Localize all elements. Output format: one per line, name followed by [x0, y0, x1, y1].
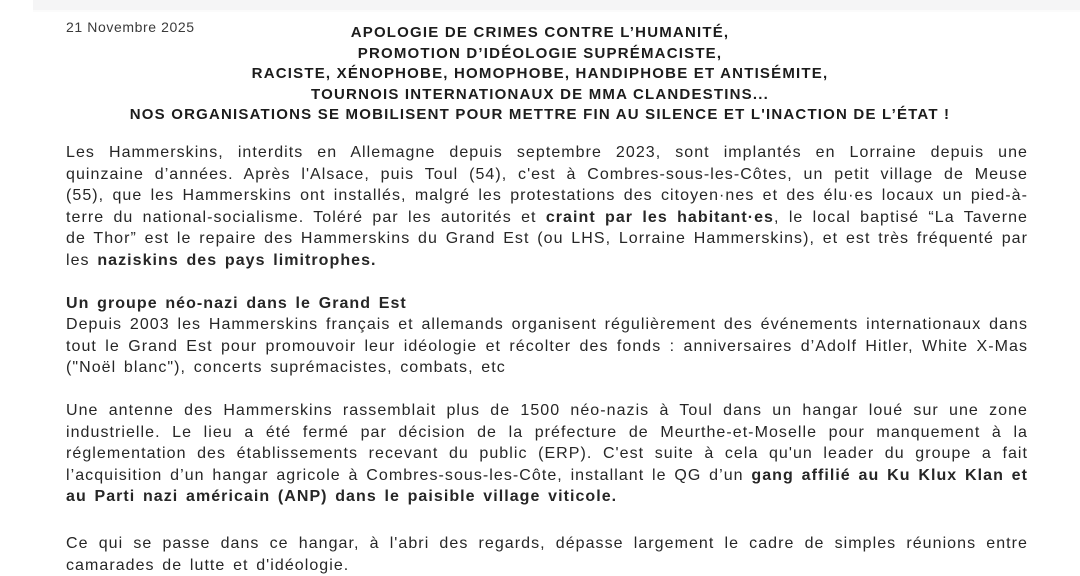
paragraph-intro-text: Les Hammerskins, interdits en Allemagne depuis septembre 2023, sont implantés en Lorraine depuis une quinzaine d’années. Après l'Alsace, puis Toul (54), c'est à Combres-sous-les-Côtes, un petit village de Meuse (55), que les Hammerskins ont installés, malgré les protestations des citoyen·nes et des élu·es locaux un pied-à-terre du national-socialisme. Toléré par les autorités et — [66, 144, 1028, 226]
paragraph-intro-bold-2: naziskins des pays limitrophes. — [97, 251, 377, 269]
paragraph-partial-clipped: Ce qui se passe dans ce hangar, à l'abri des regards, dépasse largement le cadre de simples réunions entre camarades de lutte et d'idéologie. — [66, 535, 1028, 574]
headline-line-4: TOURNOIS INTERNATIONAUX DE MMA CLANDESTINS... — [311, 85, 769, 103]
paragraph-intro-text-2: , le local baptisé “La Taverne de Thor” est le repaire des Hammerskins du Grand Est (ou LHS, Lorraine Hammerskins), et est très fréquenté par les — [66, 208, 1028, 269]
document-headline — [0, 23, 1080, 126]
paragraph-events: Depuis 2003 les Hammerskins français et allemands organisent régulièrement des événements internationaux dans tout le Grand Est pour promouvoir leur idéologie et récolter des fonds : anniversaires d’Adolf Hitler, White X-Mas ("Noël blanc"), concerts suprémacistes, combats, etc — [66, 316, 1028, 376]
headline-line-1: APOLOGIE DE CRIMES CONTRE L’HUMANITÉ, — [350, 24, 730, 41]
paragraph-intro — [66, 142, 1028, 271]
headline-line-5: NOS ORGANISATIONS SE MOBILISENT POUR METTRE FIN AU SILENCE ET L'INACTION DE L’ÉTAT ! — [129, 106, 951, 123]
paragraph-toul — [66, 400, 1028, 508]
headline-line-2: PROMOTION D’IDÉOLOGIE SUPRÉMACISTE, — [357, 44, 723, 62]
paragraph-toul-text: Une antenne des Hammerskins rassemblait plus de 1500 néo-nazis à Toul dans un hangar loué sur une zone industrielle. Le lieu a été fermé par décision de la préfecture de Meurthe-et-Moselle pour manquement à la réglementation des établissements recevant du public (ERP). C'est suite à cela qu'un leader du groupe a fait l’acquisition d’un hangar agricole à Combres-sous-les-Côte, installant le QG d’un — [66, 402, 1028, 484]
paragraph-intro-bold-1: craint par les habitant·es — [545, 208, 774, 226]
document-date: 21 Novembre 2025 — [66, 19, 195, 35]
document-body — [66, 142, 1028, 508]
section-heading: Un groupe néo-nazi dans le Grand Est — [66, 294, 407, 312]
paragraph-toul-bold: gang affilié au Ku Klux Klan et au Parti nazi américain (ANP) dans le paisible village viticole. — [66, 466, 1029, 505]
top-strip — [33, 0, 1080, 12]
headline-line-3: RACISTE, XÉNOPHOBE, HOMOPHOBE, HANDIPHOBE ET ANTISÉMITE, — [251, 65, 829, 82]
